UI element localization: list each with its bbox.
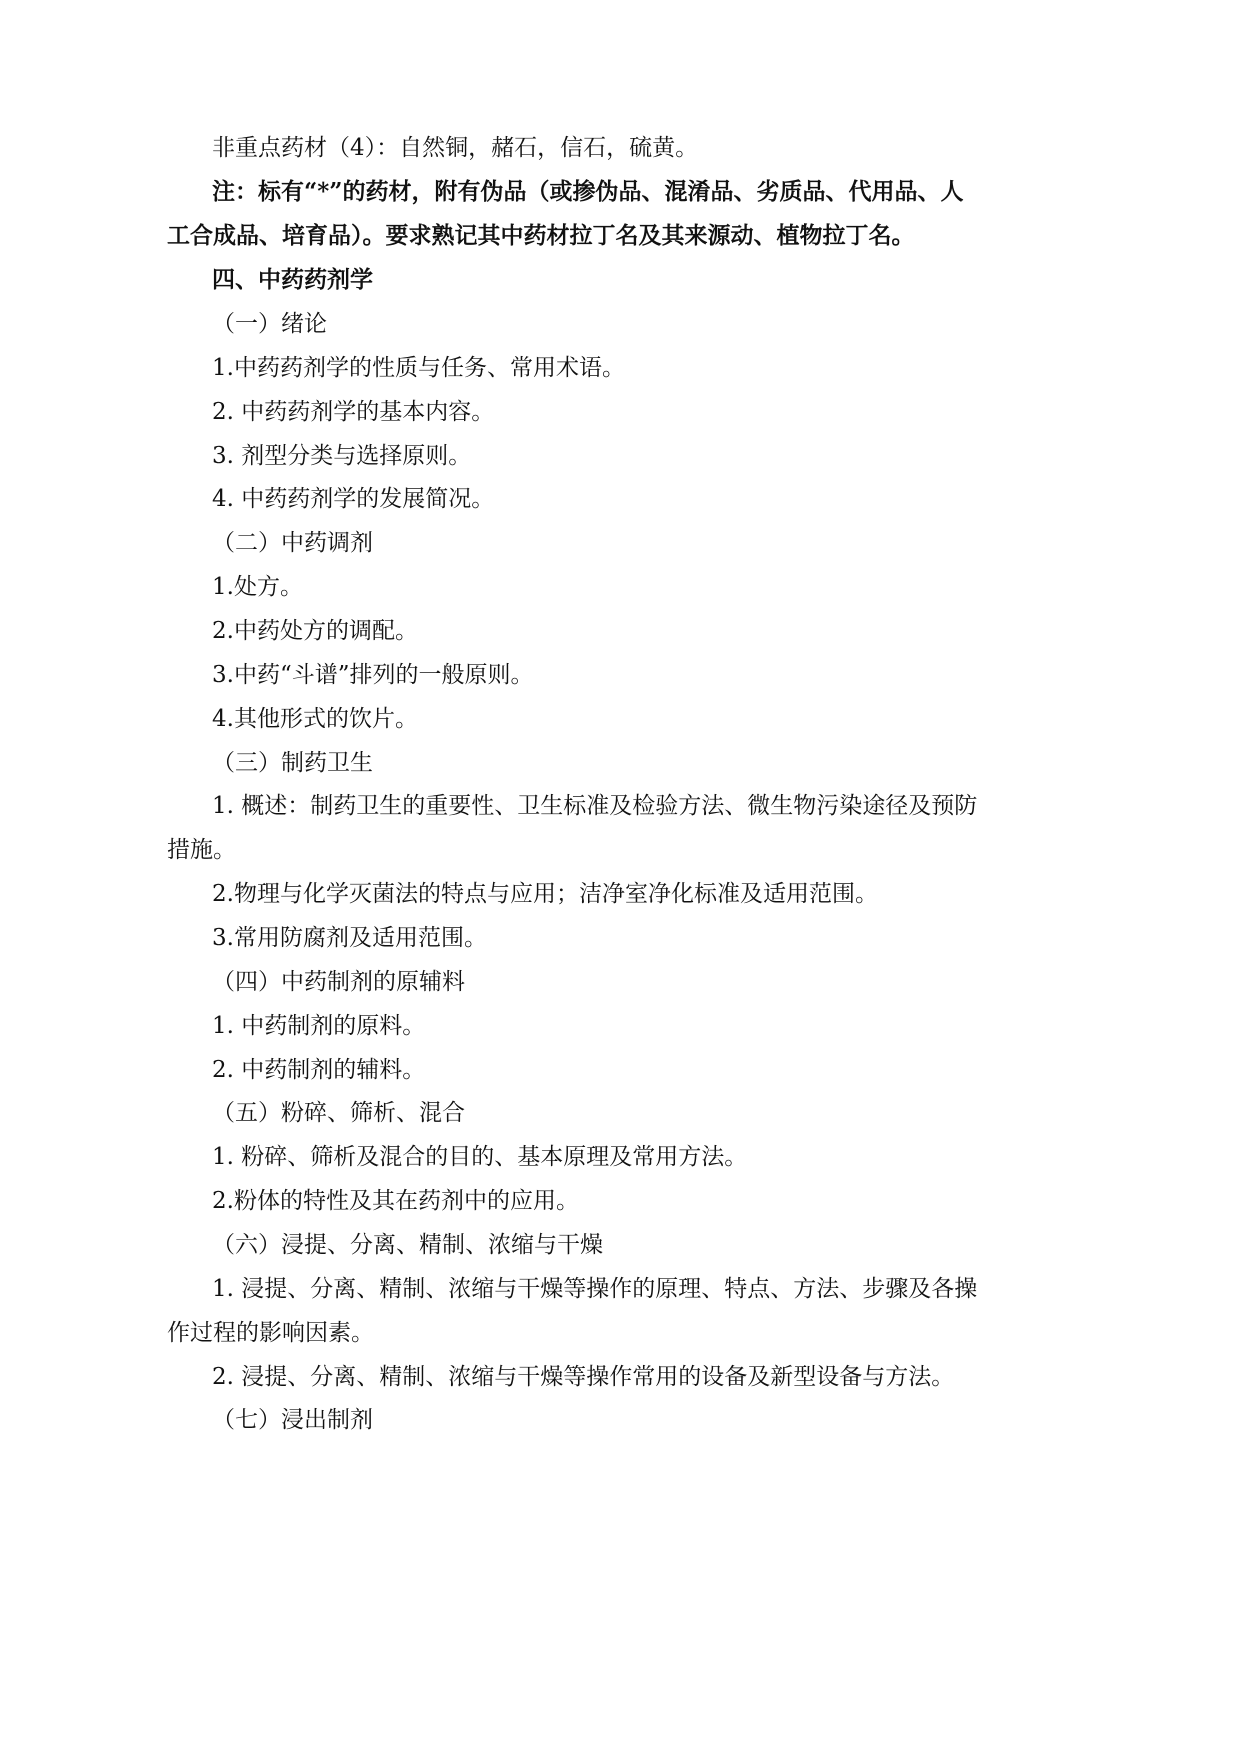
list-item: 1. 粉碎、筛析及混合的目的、基本原理及常用方法。 — [212, 1144, 748, 1170]
section-heading-4: 四、中药药剂学 — [212, 266, 373, 293]
list-item: 3. 剂型分类与选择原则。 — [212, 443, 472, 469]
list-item: 2. 浸提、分离、精制、浓缩与干燥等操作常用的设备及新型设备与方法。 — [212, 1364, 955, 1390]
list-item: 2.粉体的特性及其在药剂中的应用。 — [212, 1188, 579, 1214]
text-line-1: 非重点药材（4）：自然铜，赭石，信石，硫黄。 — [212, 135, 699, 161]
subsection-heading-1: （一）绪论 — [212, 311, 327, 337]
list-item-continuation: 措施。 — [167, 837, 236, 863]
subsection-heading-7: （七）浸出制剂 — [212, 1407, 373, 1433]
subsection-heading-3: （三）制药卫生 — [212, 750, 373, 776]
list-item: 2. 中药药剂学的基本内容。 — [212, 399, 495, 425]
subsection-heading-5: （五）粉碎、筛析、混合 — [212, 1100, 465, 1126]
list-item: 4. 中药药剂学的发展简况。 — [212, 486, 495, 512]
list-item: 3.中药“斗谱”排列的一般原则。 — [212, 662, 534, 688]
subsection-heading-4: （四）中药制剂的原辅料 — [212, 969, 465, 995]
list-item: 1. 中药制剂的原料。 — [212, 1013, 426, 1039]
note-line-2: 工合成品、培育品）。要求熟记其中药材拉丁名及其来源动、植物拉丁名。 — [167, 222, 915, 249]
list-item: 2.中药处方的调配。 — [212, 618, 418, 644]
list-item: 2. 中药制剂的辅料。 — [212, 1057, 426, 1083]
note-line-1: 注：标有“*”的药材，附有伪品（或掺伪品、混淆品、劣质品、代用品、人 — [212, 178, 964, 205]
list-item: 2.物理与化学灭菌法的特点与应用；洁净室净化标准及适用范围。 — [212, 881, 878, 907]
list-item: 1. 浸提、分离、精制、浓缩与干燥等操作的原理、特点、方法、步骤及各操 — [212, 1276, 978, 1302]
subsection-heading-6: （六）浸提、分离、精制、浓缩与干燥 — [212, 1232, 603, 1258]
list-item: 4.其他形式的饮片。 — [212, 706, 418, 732]
subsection-heading-2: （二）中药调剂 — [212, 530, 373, 556]
list-item: 1. 概述：制药卫生的重要性、卫生标准及检验方法、微生物污染途径及预防 — [212, 793, 978, 819]
list-item: 1.处方。 — [212, 574, 303, 600]
list-item: 3.常用防腐剂及适用范围。 — [212, 925, 487, 951]
list-item: 1.中药药剂学的性质与任务、常用术语。 — [212, 355, 625, 381]
list-item-continuation: 作过程的影响因素。 — [167, 1320, 374, 1346]
